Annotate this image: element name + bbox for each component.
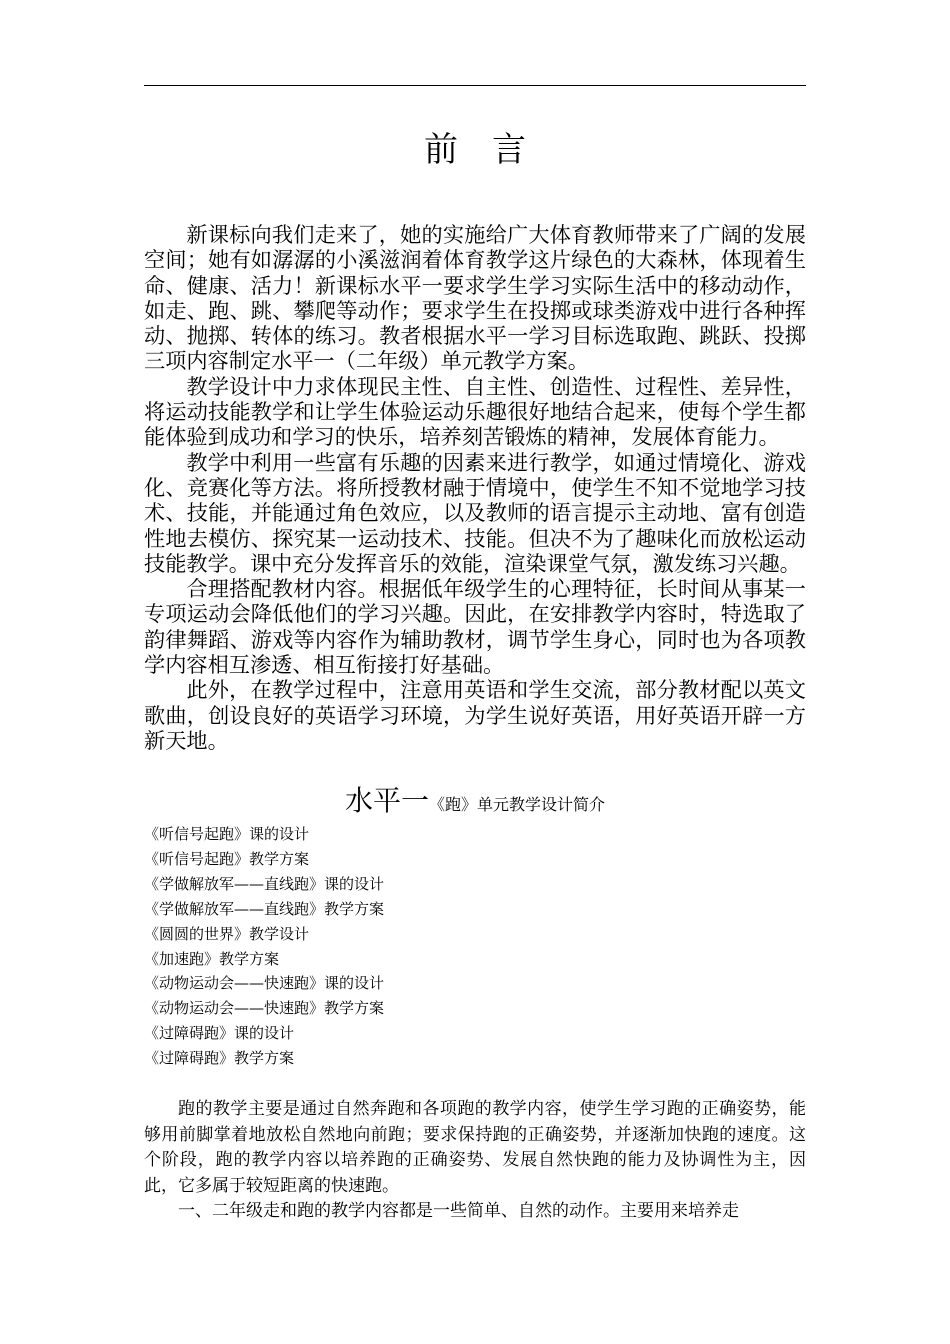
- section-heading-sub: 《跑》单元教学设计简介: [429, 795, 606, 814]
- preface-paragraph: 新课标向我们走来了，她的实施给广大体育教师带来了广阔的发展空间；她有如潺潺的小溪滋润着体育教学这片绿色的大森林，体现着生命、健康、活力！新课标水平一要求学生学习实际生活中的移动动作，如走、跑、跳、攀爬等动作；要求学生在投掷或球类游戏中进行各种挥动、抛掷、转体的练习。教者根据水平一学习目标选取跑、跳跃、投掷三项内容制定水平一（二年级）单元教学方案。: [144, 222, 806, 374]
- list-item: 《过障碍跑》课的设计: [144, 1024, 295, 1043]
- preface-paragraph: 此外，在教学过程中，注意用英语和学生交流，部分教材配以英文歌曲，创设良好的英语学习环境，为学生说好英语，用好英语开辟一方新天地。: [144, 677, 806, 753]
- list-item: 《学做解放军——直线跑》课的设计: [144, 874, 385, 893]
- section-heading-main: 水平一: [344, 784, 429, 817]
- body-paragraph: 跑的教学主要是通过自然奔跑和各项跑的教学内容，使学生学习跑的正确姿势，能够用前脚掌着地放松自然地向前跑；要求保持跑的正确姿势，并逐渐加快跑的速度。这个阶段，跑的教学内容以培养跑的正确姿势、发展自然快跑的能力及协调性为主，因此，它多属于较短距离的快速跑。: [144, 1099, 806, 1196]
- list-item: 《圆圆的世界》教学设计: [144, 924, 310, 943]
- section-body: [144, 1097, 806, 1225]
- list-item: 《听信号起跑》课的设计: [144, 825, 310, 843]
- lesson-list: [144, 822, 806, 1071]
- header-rule: [144, 85, 806, 86]
- section-heading: [0, 783, 950, 823]
- preface-paragraph: 教学设计中力求体现民主性、自主性、创造性、过程性、差异性，将运动技能教学和让学生体验运动乐趣很好地结合起来，使每个学生都能体验到成功和学习的快乐，培养刻苦锻炼的精神，发展体育能力。: [144, 373, 806, 450]
- list-item: 《加速跑》教学方案: [144, 949, 280, 968]
- preface-paragraph: 合理搭配教材内容。根据低年级学生的心理特征，长时间从事某一专项运动会降低他们的学习兴趣。因此，在安排教学内容时，特选取了韵律舞蹈、游戏等内容作为辅助教材，调节学生身心，同时也为各项教学内容相互渗透、相互衔接打好基础。: [144, 576, 806, 678]
- list-item: 《动物运动会——快速跑》教学方案: [144, 999, 385, 1018]
- list-item: 《过障碍跑》教学方案: [144, 1049, 295, 1068]
- body-paragraph: 一、二年级走和跑的教学内容都是一些简单、自然的动作。主要用来培养走: [178, 1201, 739, 1222]
- preface-body: [144, 222, 806, 753]
- list-item: 《动物运动会——快速跑》课的设计: [144, 974, 385, 993]
- page-title: 前言: [424, 130, 560, 170]
- preface-paragraph: 教学中利用一些富有乐趣的因素来进行教学，如通过情境化、游戏化、竞赛化等方法。将所授教材融于情境中，使学生不知不觉地学习技术、技能，并能通过角色效应，以及教师的语言提示主动地、富有创造性地去模仿、探究某一运动技术、技能。但决不为了趣味化而放松运动技能教学。课中充分发挥音乐的效能，渲染课堂气氛，激发练习兴趣。: [144, 449, 806, 576]
- list-item: 《学做解放军——直线跑》教学方案: [144, 899, 385, 918]
- list-item: 《听信号起跑》教学方案: [144, 849, 310, 868]
